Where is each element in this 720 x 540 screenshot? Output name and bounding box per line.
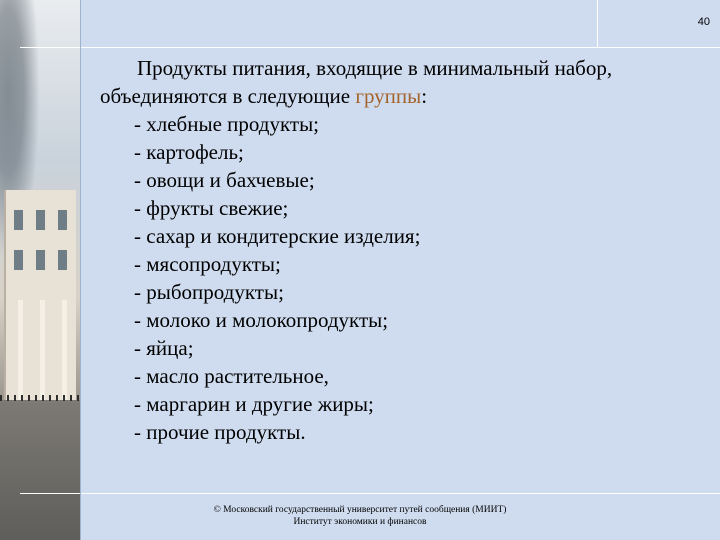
intro-text-start: Продукты питания, входящие в минимальный набор, объединяются в следующие xyxy=(100,56,613,108)
window xyxy=(58,250,67,270)
list-item: - прочие продукты. xyxy=(134,420,306,444)
list-item: - овощи и бахчевые; xyxy=(134,168,315,192)
window xyxy=(14,250,23,270)
list-item: - хлебные продукты; xyxy=(134,112,320,136)
list-item: - мясопродукты; xyxy=(134,252,281,276)
window xyxy=(58,210,67,230)
list-item: - фрукты свежие; xyxy=(134,196,289,220)
photo-edge-line xyxy=(80,0,81,540)
list-item: - масло растительное, xyxy=(134,364,329,388)
sidewalk xyxy=(0,400,80,540)
page-number-divider xyxy=(597,0,598,47)
fence xyxy=(0,395,80,401)
campus-photo xyxy=(0,0,80,540)
footer-copyright: © Московский государственный университет путей сообщения (МИИТ) xyxy=(213,505,507,515)
intro-text xyxy=(100,54,700,110)
food-groups-list xyxy=(100,110,700,446)
footer-institute: Институт экономики и финансов xyxy=(293,517,427,527)
slide-body xyxy=(100,54,700,446)
list-item: - рыбопродукты; xyxy=(134,280,284,304)
slide-footer xyxy=(170,504,550,528)
list-item: - сахар и кондитерские изделия; xyxy=(134,224,421,248)
intro-highlight: группы xyxy=(355,84,422,108)
list-item: - картофель; xyxy=(134,140,244,164)
list-item: - маргарин и другие жиры; xyxy=(134,392,374,416)
column xyxy=(62,300,67,400)
top-divider-line xyxy=(20,47,720,48)
page-number: 40 xyxy=(697,16,710,28)
intro-text-end: : xyxy=(421,84,428,108)
column xyxy=(18,300,23,400)
window xyxy=(14,210,23,230)
window xyxy=(36,210,45,230)
list-item: - молоко и молокопродукты; xyxy=(134,308,389,332)
window xyxy=(36,250,45,270)
column xyxy=(40,300,45,400)
list-item: - яйца; xyxy=(134,336,194,360)
bottom-divider-line xyxy=(20,493,720,494)
